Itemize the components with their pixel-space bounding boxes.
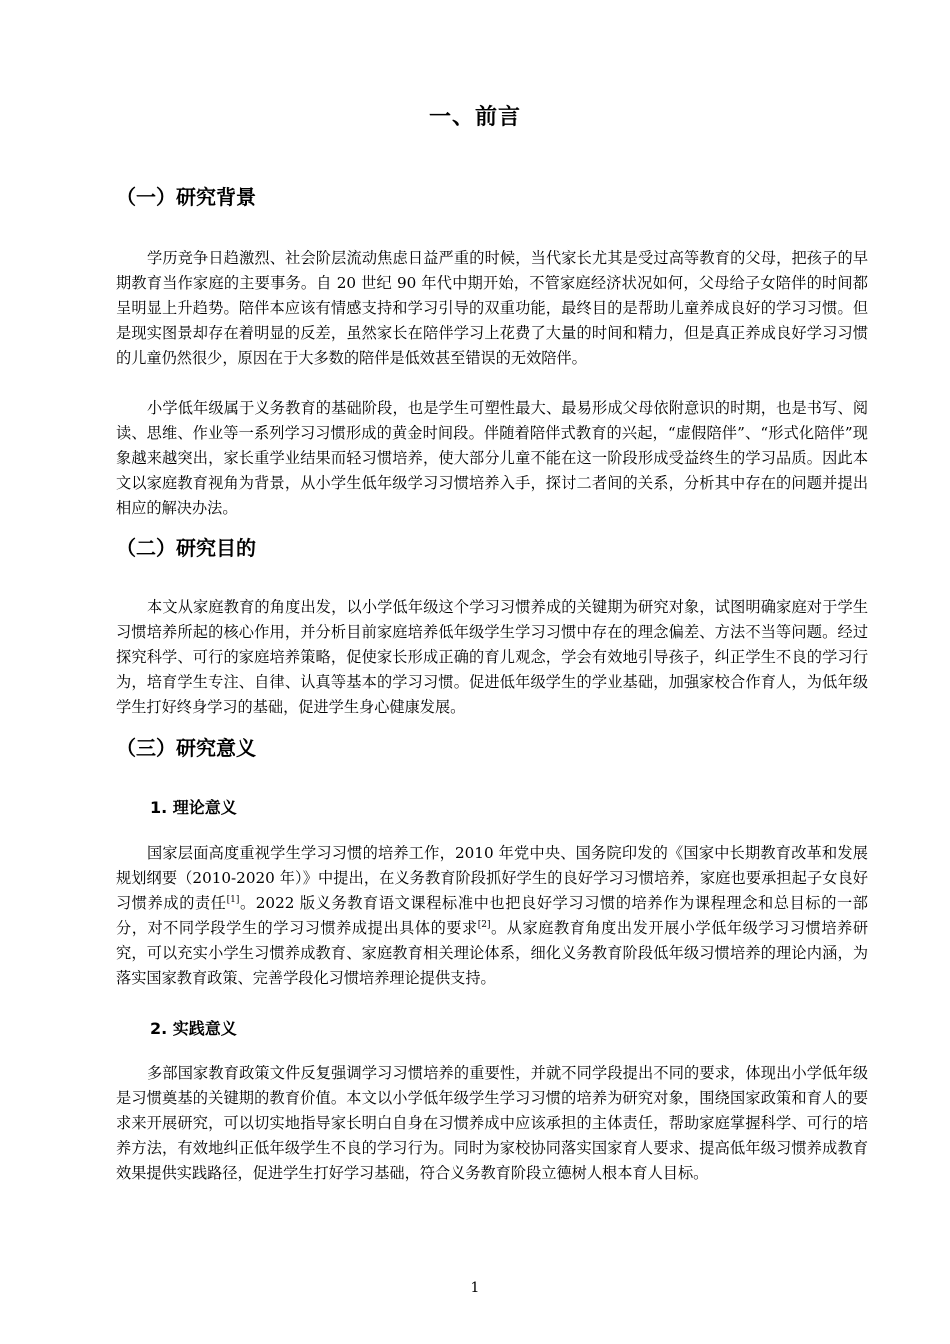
chapter-title: 一、前言: [428, 105, 521, 130]
paragraph-practice: 多部国家教育政策文件反复强调学习习惯培养的重要性，并就不同学段提出不同的要求，体现出小学低年级是习惯奠基的关键期的教育价值。本文以小学低年级学生学习习惯的培养为研究对象，围绕国家政策和育人的要求来开展研究，可以切实地指导家长明白自身在习惯养成中应该承担的主体责任，帮助家庭掌握科学、可行的培养方法，有效地纠正低年级学生不良的学习行为。同时为家校协同落实国家育人要求、提高低年级习惯养成教育效果提供实践路径，促进学生打好学习基础，符合义务教育阶段立德树人根本育人目标。: [116, 1064, 868, 1182]
section-heading-background: （一）研究背景: [116, 185, 256, 209]
section-heading-purpose: （二）研究目的: [116, 536, 256, 560]
subheading-practice: 2. 实践意义: [150, 1019, 237, 1038]
page-number: 1: [470, 1280, 480, 1296]
theory-text-1: 国家层面高度重视学生学习习惯的培养工作，2010 年党中央、国务院印发的《国家中长期教育改革和发展规划纲要（2010-2020 年）》中提出，在义务教育阶段抓好学生的良好学习习惯培养，家庭也要承担起子女良好习惯养成的责任: [116, 844, 868, 912]
theory-text-3: 。从家庭教育角度出发开展小学低年级学习习惯培养研究，可以充实小学生习惯养成教育、家庭教育相关理论体系，细化义务教育阶段低年级习惯培养的理论内涵，为落实国家教育政策、完善学段化习惯培养理论提供支持。: [116, 919, 869, 987]
paragraph-background-1: 学历竞争日趋激烈、社会阶层流动焦虑日益严重的时候，当代家长尤其是受过高等教育的父母，把孩子的早期教育当作家庭的主要事务。自 20 世纪 90 年代中期开始，不管家庭经济状况如何，父母给子女陪伴的时间都呈明显上升趋势。陪伴本应该有情感支持和学习引导的双重功能，最终目的是帮助儿童养成良好的学习习惯。但是现实图景却存在着明显的反差，虽然家长在陪伴学习上花费了大量的时间和精力，但是真正养成良好学习习惯的儿童仍然很少，原因在于大多数的陪伴是低效甚至错误的无效陪伴。: [116, 249, 868, 367]
paragraph-background-2: 小学低年级属于义务教育的基础阶段，也是学生可塑性最大、最易形成父母依附意识的时期，也是书写、阅读、思维、作业等一系列学习习惯形成的黄金时间段。伴随着陪伴式教育的兴起，“虚假陪伴”、“形式化陪伴”现象越来越突出，家长重学业结果而轻习惯培养，使大部分儿童不能在这一阶段形成受益终生的学习品质。因此本文以家庭教育视角为背景，从小学生低年级学习习惯培养入手，探讨二者间的关系，分析其中存在的问题并提出相应的解决办法。: [116, 399, 868, 517]
citation-ref-1[interactable]: [1]: [226, 894, 240, 905]
paragraph-purpose-1: 本文从家庭教育的角度出发，以小学低年级这个学习习惯养成的关键期为研究对象，试图明确家庭对于学生习惯培养所起的核心作用，并分析目前家庭培养低年级学生学习习惯中存在的理念偏差、方法不当等问题。经过探究科学、可行的家庭培养策略，促使家长形成正确的育儿观念，学会有效地引导孩子，纠正学生不良的学习行为，培育学生专注、自律、认真等基本的学习习惯。促进低年级学生的学业基础，加强家校合作育人，为低年级学生打好终身学习的基础，促进学生身心健康发展。: [116, 598, 868, 716]
citation-ref-2[interactable]: [2]: [477, 919, 491, 930]
theory-text-2: 。2022 版义务教育语文课程标准中也把良好学习习惯的培养作为课程理念和总目标的一部分，对不同学段学生的学习习惯养成提出具体的要求: [116, 894, 868, 937]
subheading-theory: 1. 理论意义: [150, 798, 237, 817]
paragraph-theory: [116, 841, 868, 991]
section-heading-significance: （三）研究意义: [116, 736, 256, 760]
